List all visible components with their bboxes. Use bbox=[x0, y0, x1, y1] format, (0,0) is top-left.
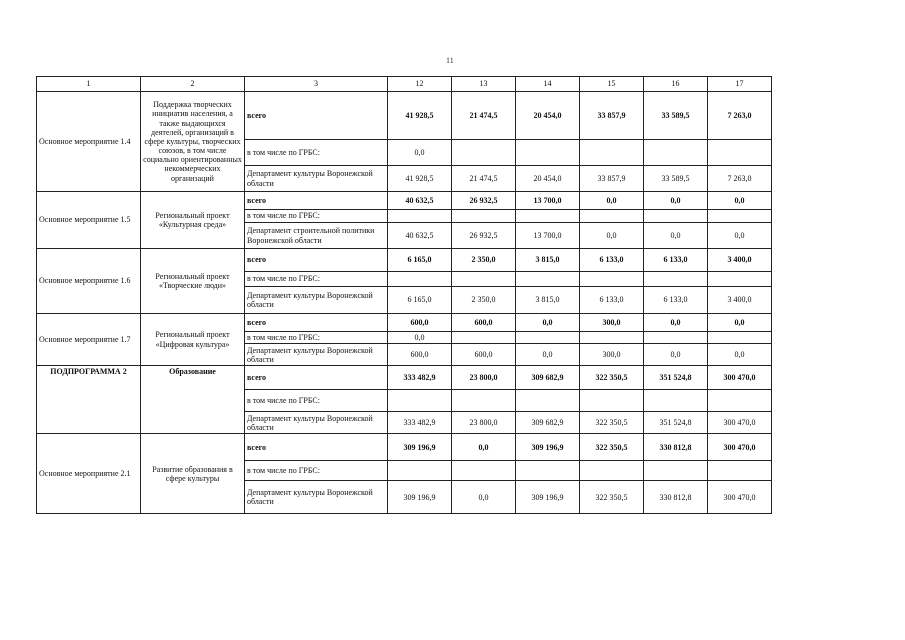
amount-cell bbox=[516, 140, 580, 166]
total-row bbox=[37, 314, 772, 332]
activity-name: Основное мероприятие 2.1 bbox=[37, 434, 141, 514]
amount-cell: 33 857,9 bbox=[580, 92, 644, 140]
amount-cell: 0,0 bbox=[388, 332, 452, 344]
amount-cell: 322 350,5 bbox=[580, 366, 644, 390]
amount-cell: 322 350,5 bbox=[580, 412, 644, 434]
funding-label: Департамент строительной политики Воронежской области bbox=[245, 223, 388, 249]
header-cell: 1 bbox=[37, 77, 141, 92]
amount-cell: 309 682,9 bbox=[516, 366, 580, 390]
activity-name: Основное мероприятие 1.7 bbox=[37, 314, 141, 366]
amount-cell: 309 196,9 bbox=[516, 481, 580, 514]
amount-cell bbox=[644, 272, 708, 287]
amount-cell: 13 700,0 bbox=[516, 192, 580, 210]
activity-name: Основное мероприятие 1.6 bbox=[37, 249, 141, 314]
amount-cell: 0,0 bbox=[452, 434, 516, 461]
header-cell: 2 bbox=[141, 77, 245, 92]
amount-cell bbox=[708, 461, 772, 481]
total-row bbox=[37, 92, 772, 140]
amount-cell bbox=[708, 390, 772, 412]
amount-cell bbox=[580, 390, 644, 412]
amount-cell: 21 474,5 bbox=[452, 92, 516, 140]
header-cell: 3 bbox=[245, 77, 388, 92]
amount-cell: 0,0 bbox=[644, 192, 708, 210]
total-row bbox=[37, 434, 772, 461]
amount-cell bbox=[388, 210, 452, 223]
amount-cell: 6 165,0 bbox=[388, 287, 452, 314]
amount-cell: 41 928,5 bbox=[388, 92, 452, 140]
amount-cell bbox=[580, 332, 644, 344]
activity-description: Региональный проект «Культурная среда» bbox=[141, 192, 245, 249]
amount-cell: 0,0 bbox=[388, 140, 452, 166]
amount-cell: 7 263,0 bbox=[708, 92, 772, 140]
amount-cell: 3 815,0 bbox=[516, 287, 580, 314]
amount-cell bbox=[516, 390, 580, 412]
funding-label: в том числе по ГРБС: bbox=[245, 461, 388, 481]
funding-label: всего bbox=[245, 92, 388, 140]
amount-cell: 0,0 bbox=[580, 223, 644, 249]
amount-cell: 33 857,9 bbox=[580, 166, 644, 192]
amount-cell: 6 133,0 bbox=[644, 287, 708, 314]
amount-cell: 600,0 bbox=[452, 344, 516, 366]
amount-cell: 13 700,0 bbox=[516, 223, 580, 249]
total-row bbox=[37, 192, 772, 210]
amount-cell bbox=[388, 461, 452, 481]
activity-description: Поддержка творческих инициатив населения, а также выдающихся деятелей, организаций в сфере культуры, творческих союзов, в том числе социально ориентированных некоммерческих организаций bbox=[141, 92, 245, 192]
funding-label: в том числе по ГРБС: bbox=[245, 390, 388, 412]
funding-label: Департамент культуры Воронежской области bbox=[245, 412, 388, 434]
amount-cell: 0,0 bbox=[644, 314, 708, 332]
amount-cell: 23 800,0 bbox=[452, 412, 516, 434]
amount-cell bbox=[708, 140, 772, 166]
amount-cell: 0,0 bbox=[580, 192, 644, 210]
amount-cell: 6 133,0 bbox=[580, 249, 644, 272]
amount-cell bbox=[580, 140, 644, 166]
amount-cell bbox=[516, 210, 580, 223]
amount-cell bbox=[644, 332, 708, 344]
page-number: 11 bbox=[446, 56, 454, 65]
amount-cell: 6 165,0 bbox=[388, 249, 452, 272]
amount-cell: 600,0 bbox=[388, 344, 452, 366]
amount-cell: 3 815,0 bbox=[516, 249, 580, 272]
amount-cell bbox=[516, 332, 580, 344]
activity-description: Образование bbox=[141, 366, 245, 434]
amount-cell: 333 482,9 bbox=[388, 412, 452, 434]
activity-name: Основное мероприятие 1.5 bbox=[37, 192, 141, 249]
activity-name: Основное мероприятие 1.4 bbox=[37, 92, 141, 192]
funding-label: в том числе по ГРБС: bbox=[245, 210, 388, 223]
header-cell: 13 bbox=[452, 77, 516, 92]
amount-cell: 300 470,0 bbox=[708, 412, 772, 434]
amount-cell: 6 133,0 bbox=[644, 249, 708, 272]
amount-cell: 300,0 bbox=[580, 314, 644, 332]
amount-cell bbox=[388, 272, 452, 287]
amount-cell: 600,0 bbox=[452, 314, 516, 332]
funding-label: всего bbox=[245, 192, 388, 210]
amount-cell bbox=[580, 461, 644, 481]
amount-cell bbox=[452, 210, 516, 223]
amount-cell bbox=[644, 210, 708, 223]
funding-label: Департамент культуры Воронежской области bbox=[245, 287, 388, 314]
amount-cell: 309 196,9 bbox=[388, 434, 452, 461]
activity-name: ПОДПРОГРАММА 2 bbox=[37, 366, 141, 434]
amount-cell: 300 470,0 bbox=[708, 434, 772, 461]
funding-label: Департамент культуры Воронежской области bbox=[245, 166, 388, 192]
header-cell: 15 bbox=[580, 77, 644, 92]
amount-cell: 309 682,9 bbox=[516, 412, 580, 434]
header-cell: 14 bbox=[516, 77, 580, 92]
header-cell: 12 bbox=[388, 77, 452, 92]
funding-label: в том числе по ГРБС: bbox=[245, 272, 388, 287]
funding-label: в том числе по ГРБС: bbox=[245, 332, 388, 344]
amount-cell: 351 524,8 bbox=[644, 412, 708, 434]
funding-label: всего bbox=[245, 434, 388, 461]
amount-cell: 26 932,5 bbox=[452, 192, 516, 210]
amount-cell: 26 932,5 bbox=[452, 223, 516, 249]
amount-cell: 309 196,9 bbox=[388, 481, 452, 514]
budget-table bbox=[36, 76, 772, 514]
funding-label: в том числе по ГРБС: bbox=[245, 140, 388, 166]
amount-cell: 33 589,5 bbox=[644, 166, 708, 192]
amount-cell bbox=[644, 140, 708, 166]
amount-cell: 6 133,0 bbox=[580, 287, 644, 314]
amount-cell bbox=[452, 272, 516, 287]
amount-cell bbox=[452, 332, 516, 344]
funding-label: всего bbox=[245, 366, 388, 390]
amount-cell: 41 928,5 bbox=[388, 166, 452, 192]
total-row bbox=[37, 249, 772, 272]
amount-cell: 20 454,0 bbox=[516, 166, 580, 192]
amount-cell: 322 350,5 bbox=[580, 434, 644, 461]
amount-cell: 600,0 bbox=[388, 314, 452, 332]
amount-cell bbox=[708, 272, 772, 287]
amount-cell bbox=[708, 210, 772, 223]
amount-cell bbox=[644, 461, 708, 481]
amount-cell: 21 474,5 bbox=[452, 166, 516, 192]
total-row bbox=[37, 366, 772, 390]
amount-cell: 0,0 bbox=[516, 344, 580, 366]
amount-cell: 322 350,5 bbox=[580, 481, 644, 514]
amount-cell: 300 470,0 bbox=[708, 366, 772, 390]
amount-cell: 300 470,0 bbox=[708, 481, 772, 514]
amount-cell: 3 400,0 bbox=[708, 249, 772, 272]
amount-cell bbox=[580, 272, 644, 287]
header-row bbox=[37, 77, 772, 92]
amount-cell bbox=[388, 390, 452, 412]
amount-cell: 0,0 bbox=[708, 314, 772, 332]
amount-cell: 300,0 bbox=[580, 344, 644, 366]
funding-label: Департамент культуры Воронежской области bbox=[245, 481, 388, 514]
funding-label: всего bbox=[245, 249, 388, 272]
amount-cell: 40 632,5 bbox=[388, 192, 452, 210]
amount-cell: 0,0 bbox=[708, 192, 772, 210]
activity-description: Региональный проект «Творческие люди» bbox=[141, 249, 245, 314]
amount-cell: 20 454,0 bbox=[516, 92, 580, 140]
amount-cell: 0,0 bbox=[708, 344, 772, 366]
header-cell: 16 bbox=[644, 77, 708, 92]
activity-description: Региональный проект «Цифровая культура» bbox=[141, 314, 245, 366]
amount-cell: 330 812,8 bbox=[644, 434, 708, 461]
amount-cell bbox=[516, 272, 580, 287]
amount-cell bbox=[452, 461, 516, 481]
amount-cell: 0,0 bbox=[516, 314, 580, 332]
amount-cell: 7 263,0 bbox=[708, 166, 772, 192]
amount-cell: 40 632,5 bbox=[388, 223, 452, 249]
funding-label: всего bbox=[245, 314, 388, 332]
activity-description: Развитие образования в сфере культуры bbox=[141, 434, 245, 514]
funding-label: Департамент культуры Воронежской области bbox=[245, 344, 388, 366]
amount-cell bbox=[708, 332, 772, 344]
amount-cell: 33 589,5 bbox=[644, 92, 708, 140]
amount-cell bbox=[644, 390, 708, 412]
amount-cell: 0,0 bbox=[644, 223, 708, 249]
amount-cell: 309 196,9 bbox=[516, 434, 580, 461]
amount-cell bbox=[516, 461, 580, 481]
amount-cell bbox=[580, 210, 644, 223]
amount-cell: 351 524,8 bbox=[644, 366, 708, 390]
amount-cell bbox=[452, 140, 516, 166]
amount-cell: 23 800,0 bbox=[452, 366, 516, 390]
amount-cell: 333 482,9 bbox=[388, 366, 452, 390]
amount-cell: 2 350,0 bbox=[452, 249, 516, 272]
amount-cell: 0,0 bbox=[708, 223, 772, 249]
amount-cell: 330 812,8 bbox=[644, 481, 708, 514]
amount-cell: 3 400,0 bbox=[708, 287, 772, 314]
amount-cell: 0,0 bbox=[452, 481, 516, 514]
header-cell: 17 bbox=[708, 77, 772, 92]
amount-cell: 2 350,0 bbox=[452, 287, 516, 314]
amount-cell bbox=[452, 390, 516, 412]
amount-cell: 0,0 bbox=[644, 344, 708, 366]
